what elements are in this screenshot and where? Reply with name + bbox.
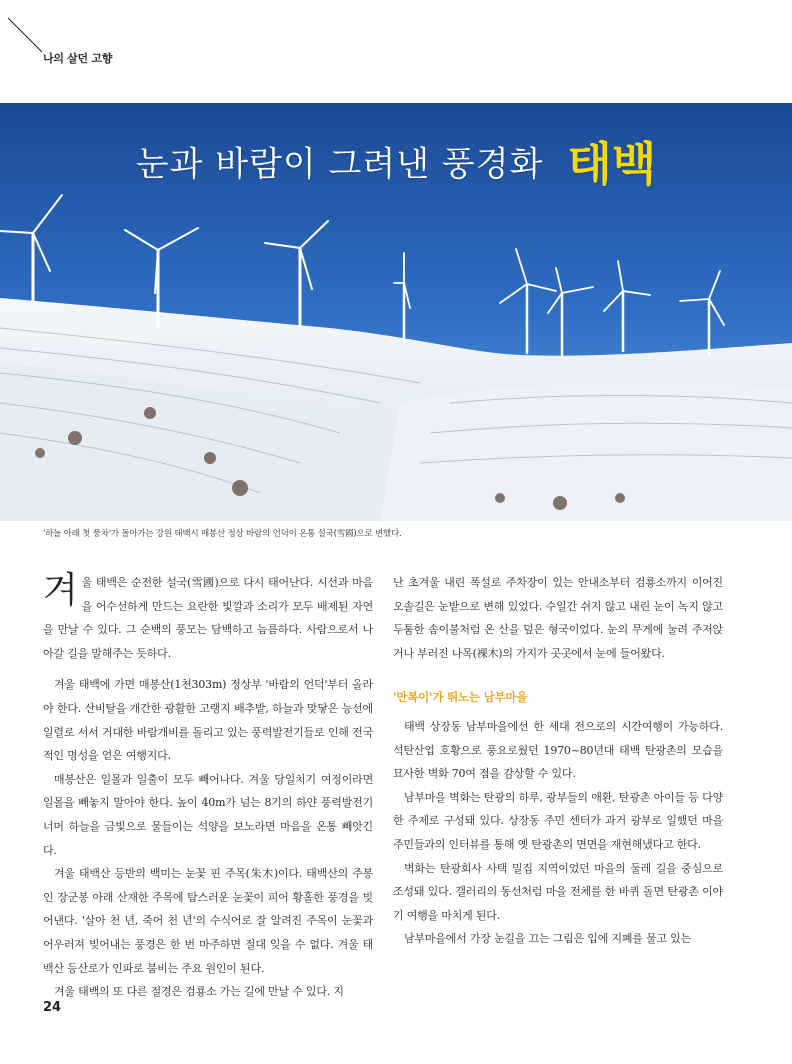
hero-title [0,128,792,194]
paragraph: 난 초겨울 내린 폭설로 주차장이 있는 안내소부터 검룡소까지 이어진 오솔길은 눈밭으로 변해 있었다. 수일간 쉬지 않고 내린 눈이 녹지 않고 두툼한 솜이불처럼 온 산을 덮은 형국이었다. 눈의 무게에 눌려 주저앉거나 부러진 나목(裸木)의 가지가 곳곳에서 눈에 들어왔다. [393,576,723,660]
title-accent: 태백 [567,137,657,191]
paragraph: 겨울 태백산 등반의 백미는 눈꽃 핀 주목(朱木)이다. 태백산의 주봉인 장군봉 아래 산재한 주목에 탐스러운 눈꽃이 피어 황홀한 풍경을 빚어낸다. '살아 천 년, 죽어 천 년'의 수식어로 잘 알려진 주목이 눈꽃과 어우러져 빚어내는 풍경은 한 번 마주하면 절대 잊을 수 없다. 겨울 태백산 등산로가 인파로 붐비는 주요 원인이 된다. [43,867,373,975]
paragraph: 태백 상장동 남부마을에선 한 세대 전으로의 시간여행이 가능하다. 석탄산업 호황으로 풍요로웠던 1970~80년대 태백 탄광촌의 모습을 묘사한 벽화 70여 점을 감상할 수 있다. [393,719,723,781]
title-main: 눈과 바람이 그려낸 풍경화 [135,144,544,185]
paragraph: 남부마을 벽화는 탄광의 하루, 광부들의 애환, 탄광촌 아이들 등 다양한 주제로 구성돼 있다. 상장동 주민 센터가 과거 광부로 일했던 마을 주민들과의 인터뷰를 통해 옛 탄광촌의 면면을 재현해냈다고 한다. [393,790,723,851]
dropcap: 겨 [43,570,78,611]
paragraph: 겨울 태백의 또 다른 절경은 검룡소 가는 길에 만날 수 있다. 지 [54,985,344,999]
photo-caption: '하늘 아래 첫 풍차'가 돌아가는 강원 태백시 매봉산 정상 바람의 언덕이 온통 설국(雪國)으로 변했다. [43,529,402,539]
article-column-right [393,571,723,951]
paragraph: 벽화는 탄광회사 사택 밀집 지역이었던 마을의 둘레 길을 중심으로 조성돼 있다. 갤러리의 동선처럼 마을 전체를 한 바퀴 돌면 탄광촌 이야기 여행을 마치게 된다. [393,861,723,922]
paragraph: 겨울 태백은 순전한 설국(雪國)으로 다시 태어난다. 시선과 마음을 어수선하게 만드는 요란한 빛깔과 소리가 모두 배제된 자연을 만날 수 있다. 그 순백의 풍모는 담백하고 늠름하다. 사람으로서 나아갈 길을 말해주는 듯하다. [43,570,373,660]
section-tag: 나의 살던 고향 [43,52,113,65]
article-column-left [43,571,373,1004]
section-subheading: '만복이'가 뛰노는 남부마을 [393,690,528,705]
paragraph: 남부마을에서 가장 눈길을 끄는 그림은 입에 지폐를 물고 있는 [404,932,692,946]
paragraph: 겨울 태백에 가면 매봉산(1천303m) 정상부 '바람의 언덕'부터 올라야 한다. 산비탈을 개간한 광활한 고랭지 배추밭, 하늘과 맞닿은 능선에 일렬로 서서 거대한 바람개비를 돌리고 있는 풍력발전기들로 인해 전국적인 명성을 얻은 여행지다. [43,678,373,763]
page-number: 24 [43,1000,62,1015]
paragraph: 매봉산은 일몰과 일출이 모두 빼어나다. 겨울 당일치기 여정이라면 일몰을 빼놓지 말아야 한다. 높이 40m가 넘는 8기의 하얀 풍력발전기 너머 하늘을 금빛으로 물들이는 석양을 보노라면 마음을 온통 빼앗긴다. [43,772,373,857]
